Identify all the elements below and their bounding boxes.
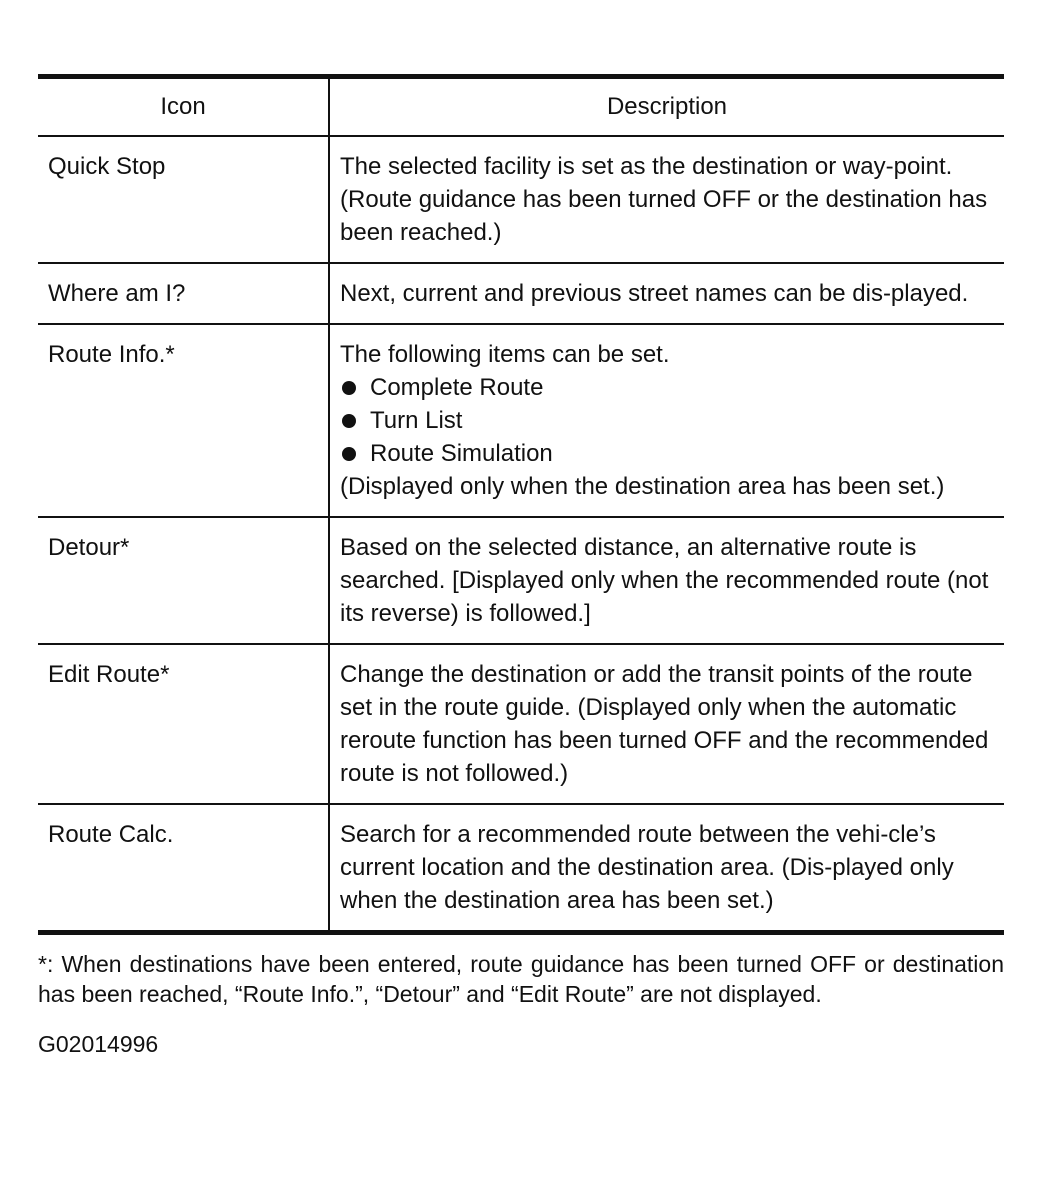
row-icon-label: Detour* bbox=[38, 517, 329, 644]
list-item-label: Route Simulation bbox=[370, 440, 553, 467]
document bbox=[38, 74, 1004, 1058]
row-description: Next, current and previous street names can be dis-played. bbox=[329, 263, 1004, 324]
table-header-row bbox=[38, 77, 1004, 137]
table-row bbox=[38, 804, 1004, 933]
row-description bbox=[329, 324, 1004, 517]
table-row bbox=[38, 644, 1004, 804]
bullet-list bbox=[340, 371, 994, 470]
row-description-note: (Displayed only when the destination area has been set.) bbox=[340, 473, 945, 500]
footnote: *: When destinations have been entered, route guidance has been turned OFF or destination has been reached, “Route Info.”, “Detour” and “Edit Route” are not displayed. bbox=[38, 951, 1004, 1007]
table-row bbox=[38, 517, 1004, 644]
row-description: Change the destination or add the transit points of the route set in the route guide. (Displayed only when the automatic reroute function has been turned OFF and the recommended route is not followed.) bbox=[329, 644, 1004, 804]
icon-description-table bbox=[38, 74, 1004, 935]
list-item-label: Complete Route bbox=[370, 374, 544, 401]
row-description: Search for a recommended route between the vehi-cle’s current location and the destination area. (Dis-played only when the destination area has been set.) bbox=[340, 821, 954, 914]
row-description: The selected facility is set as the destination or way-point. (Route guidance has been turned OFF or the destination has been reached.) bbox=[329, 136, 1004, 263]
row-description: Based on the selected distance, an alternative route is searched. [Displayed only when the recommended route (not its reverse) is followed.] bbox=[329, 517, 1004, 644]
row-description-intro: The following items can be set. bbox=[340, 341, 670, 368]
table-row bbox=[38, 324, 1004, 517]
bullet-icon bbox=[342, 447, 356, 461]
row-icon-label: Route Info.* bbox=[38, 324, 329, 517]
table-row bbox=[38, 263, 1004, 324]
header-description: Description bbox=[329, 77, 1004, 137]
row-icon-label: Where am I? bbox=[38, 263, 329, 324]
list-item bbox=[340, 371, 994, 404]
bullet-icon bbox=[342, 381, 356, 395]
list-item-label: Turn List bbox=[370, 407, 463, 434]
list-item bbox=[340, 437, 994, 470]
row-icon-label: Quick Stop bbox=[38, 136, 329, 263]
table-row bbox=[38, 136, 1004, 263]
row-icon-label: Edit Route* bbox=[38, 644, 329, 804]
figure-id: G02014996 bbox=[38, 1031, 159, 1057]
row-icon-label: Route Calc. bbox=[38, 804, 329, 933]
list-item bbox=[340, 404, 994, 437]
bullet-icon bbox=[342, 414, 356, 428]
header-icon: Icon bbox=[38, 77, 329, 137]
